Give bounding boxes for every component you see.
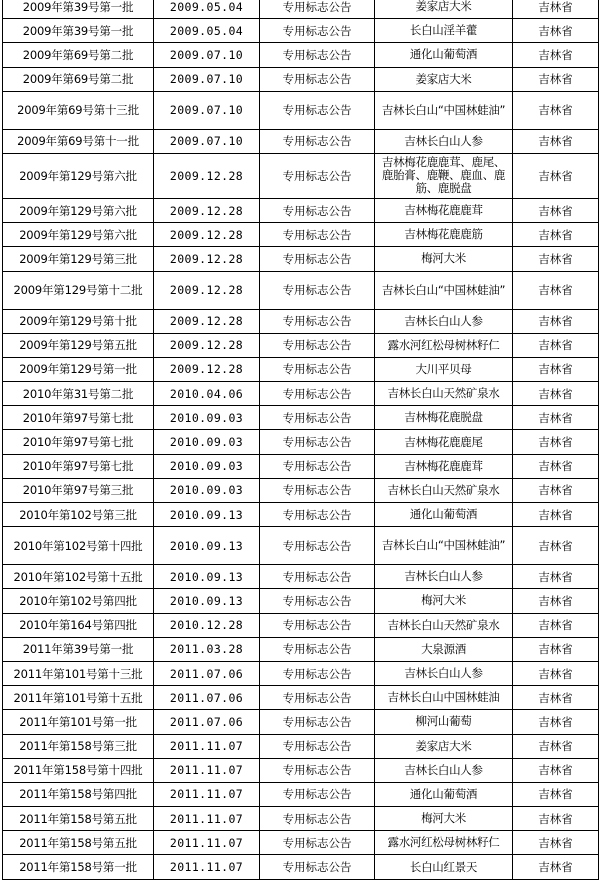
product-name-cell: 吉林长白山人参 [375,565,513,589]
announcement-type-cell: 专用标志公告 [260,333,375,357]
announcement-date-cell: 2009.12.28 [154,247,260,271]
announcement-type-cell: 专用标志公告 [260,565,375,589]
table-row [3,661,599,685]
table-row [3,734,599,758]
product-name-cell: 吉林梅花鹿鹿茸 [375,454,513,478]
announcement-type-cell: 专用标志公告 [260,430,375,454]
batch-number-cell: 2010年第102号第三批 [3,503,154,527]
announcement-type-cell: 专用标志公告 [260,357,375,381]
batch-number-cell: 2009年第129号第六批 [3,153,154,198]
province-cell: 吉林省 [513,478,599,502]
announcement-type-cell: 专用标志公告 [260,382,375,406]
province-cell: 吉林省 [513,43,599,67]
announcement-type-cell: 专用标志公告 [260,198,375,222]
announcement-type-cell: 专用标志公告 [260,67,375,91]
batch-number-cell: 2011年第158号第十四批 [3,758,154,782]
product-name-cell: 吉林长白山人参 [375,129,513,153]
batch-number-cell: 2010年第102号第十五批 [3,565,154,589]
batch-number-cell: 2011年第158号第一批 [3,855,154,879]
product-name-cell: 吉林梅花鹿鹿茸 [375,198,513,222]
announcement-type-cell: 专用标志公告 [260,807,375,831]
announcement-date-cell: 2010.09.13 [154,589,260,613]
product-name-cell: 吉林长白山“中国林蛙油” [375,91,513,129]
batch-number-cell: 2009年第129号第一批 [3,357,154,381]
table-row [3,758,599,782]
batch-number-cell: 2009年第69号第十三批 [3,91,154,129]
product-name-cell: 吉林梅花鹿脱盘 [375,406,513,430]
product-name-cell: 吉林梅花鹿鹿茸、鹿尾、鹿胎膏、鹿鞭、鹿血、鹿筋、鹿脱盘 [375,153,513,198]
announcement-date-cell: 2009.12.28 [154,271,260,309]
announcement-date-cell: 2009.07.10 [154,67,260,91]
announcement-type-cell: 专用标志公告 [260,734,375,758]
announcement-date-cell: 2010.09.03 [154,478,260,502]
announcement-type-cell: 专用标志公告 [260,503,375,527]
table-row [3,357,599,381]
announcement-type-cell: 专用标志公告 [260,43,375,67]
batch-number-cell: 2009年第129号第十批 [3,309,154,333]
announcement-type-cell: 专用标志公告 [260,247,375,271]
province-cell: 吉林省 [513,223,599,247]
announcement-type-cell: 专用标志公告 [260,710,375,734]
announcement-date-cell: 2010.04.06 [154,382,260,406]
province-cell: 吉林省 [513,91,599,129]
table-row [3,637,599,661]
province-cell: 吉林省 [513,67,599,91]
province-cell: 吉林省 [513,0,599,19]
batch-number-cell: 2011年第158号第四批 [3,782,154,806]
table-row [3,153,599,198]
table-row [3,565,599,589]
table-row [3,0,599,19]
batch-number-cell: 2009年第129号第三批 [3,247,154,271]
announcement-date-cell: 2009.12.28 [154,198,260,222]
province-cell: 吉林省 [513,153,599,198]
table-row [3,382,599,406]
province-cell: 吉林省 [513,357,599,381]
product-name-cell: 吉林长白山天然矿泉水 [375,382,513,406]
product-name-cell: 吉林长白山“中国林蛙油” [375,527,513,565]
table-row [3,333,599,357]
province-cell: 吉林省 [513,309,599,333]
product-name-cell: 梅河大米 [375,807,513,831]
batch-number-cell: 2010年第97号第七批 [3,406,154,430]
announcement-date-cell: 2010.09.03 [154,430,260,454]
province-cell: 吉林省 [513,19,599,43]
product-name-cell: 长白山红景天 [375,855,513,879]
product-name-cell: 大泉源酒 [375,637,513,661]
batch-number-cell: 2011年第158号第三批 [3,734,154,758]
product-name-cell: 柳河山葡萄 [375,710,513,734]
announcement-type-cell: 专用标志公告 [260,782,375,806]
announcement-type-cell: 专用标志公告 [260,19,375,43]
product-name-cell: 姜家店大米 [375,734,513,758]
announcement-date-cell: 2009.07.10 [154,43,260,67]
table-row [3,271,599,309]
announcement-date-cell: 2010.09.13 [154,503,260,527]
announcement-type-cell: 专用标志公告 [260,271,375,309]
announcement-type-cell: 专用标志公告 [260,613,375,637]
province-cell: 吉林省 [513,527,599,565]
announcement-date-cell: 2010.09.13 [154,565,260,589]
announcement-type-cell: 专用标志公告 [260,855,375,879]
product-name-cell: 吉林梅花鹿鹿筋 [375,223,513,247]
product-name-cell: 吉林长白山“中国林蛙油” [375,271,513,309]
product-name-cell: 露水河红松母树林籽仁 [375,831,513,855]
announcement-date-cell: 2011.11.07 [154,758,260,782]
province-cell: 吉林省 [513,406,599,430]
announcement-type-cell: 专用标志公告 [260,153,375,198]
batch-number-cell: 2010年第102号第十四批 [3,527,154,565]
table-row [3,198,599,222]
product-name-cell: 吉林梅花鹿鹿尾 [375,430,513,454]
batch-number-cell: 2009年第129号第五批 [3,333,154,357]
batch-number-cell: 2009年第69号第二批 [3,67,154,91]
announcement-date-cell: 2011.07.06 [154,710,260,734]
announcement-date-cell: 2011.11.07 [154,855,260,879]
announcement-type-cell: 专用标志公告 [260,686,375,710]
announcement-date-cell: 2009.12.28 [154,153,260,198]
province-cell: 吉林省 [513,271,599,309]
announcement-type-cell: 专用标志公告 [260,129,375,153]
province-cell: 吉林省 [513,855,599,879]
table-row [3,710,599,734]
table-body [3,0,599,879]
batch-number-cell: 2010年第164号第四批 [3,613,154,637]
announcement-date-cell: 2009.05.04 [154,0,260,19]
announcement-date-cell: 2009.12.28 [154,357,260,381]
province-cell: 吉林省 [513,661,599,685]
announcement-date-cell: 2011.11.07 [154,807,260,831]
table-row [3,855,599,879]
product-name-cell: 吉林长白山天然矿泉水 [375,613,513,637]
table-row [3,589,599,613]
product-name-cell: 吉林长白山人参 [375,758,513,782]
table-row [3,91,599,129]
product-name-cell: 通化山葡萄酒 [375,782,513,806]
batch-number-cell: 2009年第39号第一批 [3,0,154,19]
province-cell: 吉林省 [513,589,599,613]
province-cell: 吉林省 [513,430,599,454]
announcement-date-cell: 2011.11.07 [154,734,260,758]
announcement-date-cell: 2010.12.28 [154,613,260,637]
announcement-type-cell: 专用标志公告 [260,637,375,661]
table-row [3,807,599,831]
table-row [3,613,599,637]
product-name-cell: 姜家店大米 [375,0,513,19]
announcement-type-cell: 专用标志公告 [260,758,375,782]
table-row [3,67,599,91]
announcement-type-cell: 专用标志公告 [260,223,375,247]
batch-number-cell: 2010年第97号第七批 [3,454,154,478]
batch-number-cell: 2009年第69号第二批 [3,43,154,67]
province-cell: 吉林省 [513,831,599,855]
table-row [3,478,599,502]
product-name-cell: 吉林长白山天然矿泉水 [375,478,513,502]
province-cell: 吉林省 [513,686,599,710]
announcement-type-cell: 专用标志公告 [260,0,375,19]
announcement-type-cell: 专用标志公告 [260,91,375,129]
province-cell: 吉林省 [513,734,599,758]
product-name-cell: 吉林长白山人参 [375,661,513,685]
province-cell: 吉林省 [513,198,599,222]
batch-number-cell: 2011年第158号第五批 [3,807,154,831]
product-name-cell: 长白山淫羊藿 [375,19,513,43]
announcement-date-cell: 2011.07.06 [154,686,260,710]
province-cell: 吉林省 [513,710,599,734]
province-cell: 吉林省 [513,782,599,806]
batch-number-cell: 2009年第129号第十二批 [3,271,154,309]
province-cell: 吉林省 [513,454,599,478]
batch-number-cell: 2010年第97号第三批 [3,478,154,502]
announcement-date-cell: 2011.03.28 [154,637,260,661]
batch-number-cell: 2009年第39号第一批 [3,19,154,43]
table-row [3,831,599,855]
announcement-table [2,0,599,880]
announcement-date-cell: 2011.07.06 [154,661,260,685]
table-row [3,503,599,527]
batch-number-cell: 2010年第102号第四批 [3,589,154,613]
table-row [3,223,599,247]
province-cell: 吉林省 [513,807,599,831]
table-row [3,19,599,43]
announcement-date-cell: 2009.07.10 [154,129,260,153]
table-row [3,309,599,333]
announcement-date-cell: 2010.09.13 [154,527,260,565]
table-row [3,406,599,430]
batch-number-cell: 2010年第97号第七批 [3,430,154,454]
province-cell: 吉林省 [513,758,599,782]
batch-number-cell: 2009年第69号第十一批 [3,129,154,153]
batch-number-cell: 2009年第129号第六批 [3,198,154,222]
table-row [3,247,599,271]
announcement-date-cell: 2009.12.28 [154,309,260,333]
table-row [3,527,599,565]
product-name-cell: 吉林长白山中国林蛙油 [375,686,513,710]
table-row [3,129,599,153]
province-cell: 吉林省 [513,333,599,357]
table-row [3,43,599,67]
product-name-cell: 梅河大米 [375,589,513,613]
announcement-date-cell: 2009.07.10 [154,91,260,129]
announcement-type-cell: 专用标志公告 [260,589,375,613]
announcement-type-cell: 专用标志公告 [260,454,375,478]
announcement-date-cell: 2009.12.28 [154,333,260,357]
announcement-type-cell: 专用标志公告 [260,527,375,565]
batch-number-cell: 2011年第101号第一批 [3,710,154,734]
product-name-cell: 姜家店大米 [375,67,513,91]
batch-number-cell: 2011年第39号第一批 [3,637,154,661]
batch-number-cell: 2011年第158号第五批 [3,831,154,855]
batch-number-cell: 2009年第129号第六批 [3,223,154,247]
province-cell: 吉林省 [513,503,599,527]
product-name-cell: 吉林长白山人参 [375,309,513,333]
table-row [3,782,599,806]
province-cell: 吉林省 [513,247,599,271]
announcement-type-cell: 专用标志公告 [260,406,375,430]
product-name-cell: 大川平贝母 [375,357,513,381]
announcement-type-cell: 专用标志公告 [260,831,375,855]
province-cell: 吉林省 [513,637,599,661]
batch-number-cell: 2011年第101号第十五批 [3,686,154,710]
product-name-cell: 露水河红松母树林籽仁 [375,333,513,357]
product-name-cell: 通化山葡萄酒 [375,43,513,67]
table-row [3,430,599,454]
province-cell: 吉林省 [513,382,599,406]
announcement-date-cell: 2011.11.07 [154,782,260,806]
announcement-date-cell: 2010.09.03 [154,454,260,478]
announcement-date-cell: 2010.09.03 [154,406,260,430]
announcement-date-cell: 2011.11.07 [154,831,260,855]
announcement-type-cell: 专用标志公告 [260,478,375,502]
announcement-type-cell: 专用标志公告 [260,309,375,333]
table-row [3,686,599,710]
announcement-date-cell: 2009.12.28 [154,223,260,247]
province-cell: 吉林省 [513,613,599,637]
announcement-type-cell: 专用标志公告 [260,661,375,685]
batch-number-cell: 2011年第101号第十三批 [3,661,154,685]
province-cell: 吉林省 [513,565,599,589]
product-name-cell: 通化山葡萄酒 [375,503,513,527]
product-name-cell: 梅河大米 [375,247,513,271]
announcement-date-cell: 2009.05.04 [154,19,260,43]
province-cell: 吉林省 [513,129,599,153]
table-row [3,454,599,478]
batch-number-cell: 2010年第31号第二批 [3,382,154,406]
